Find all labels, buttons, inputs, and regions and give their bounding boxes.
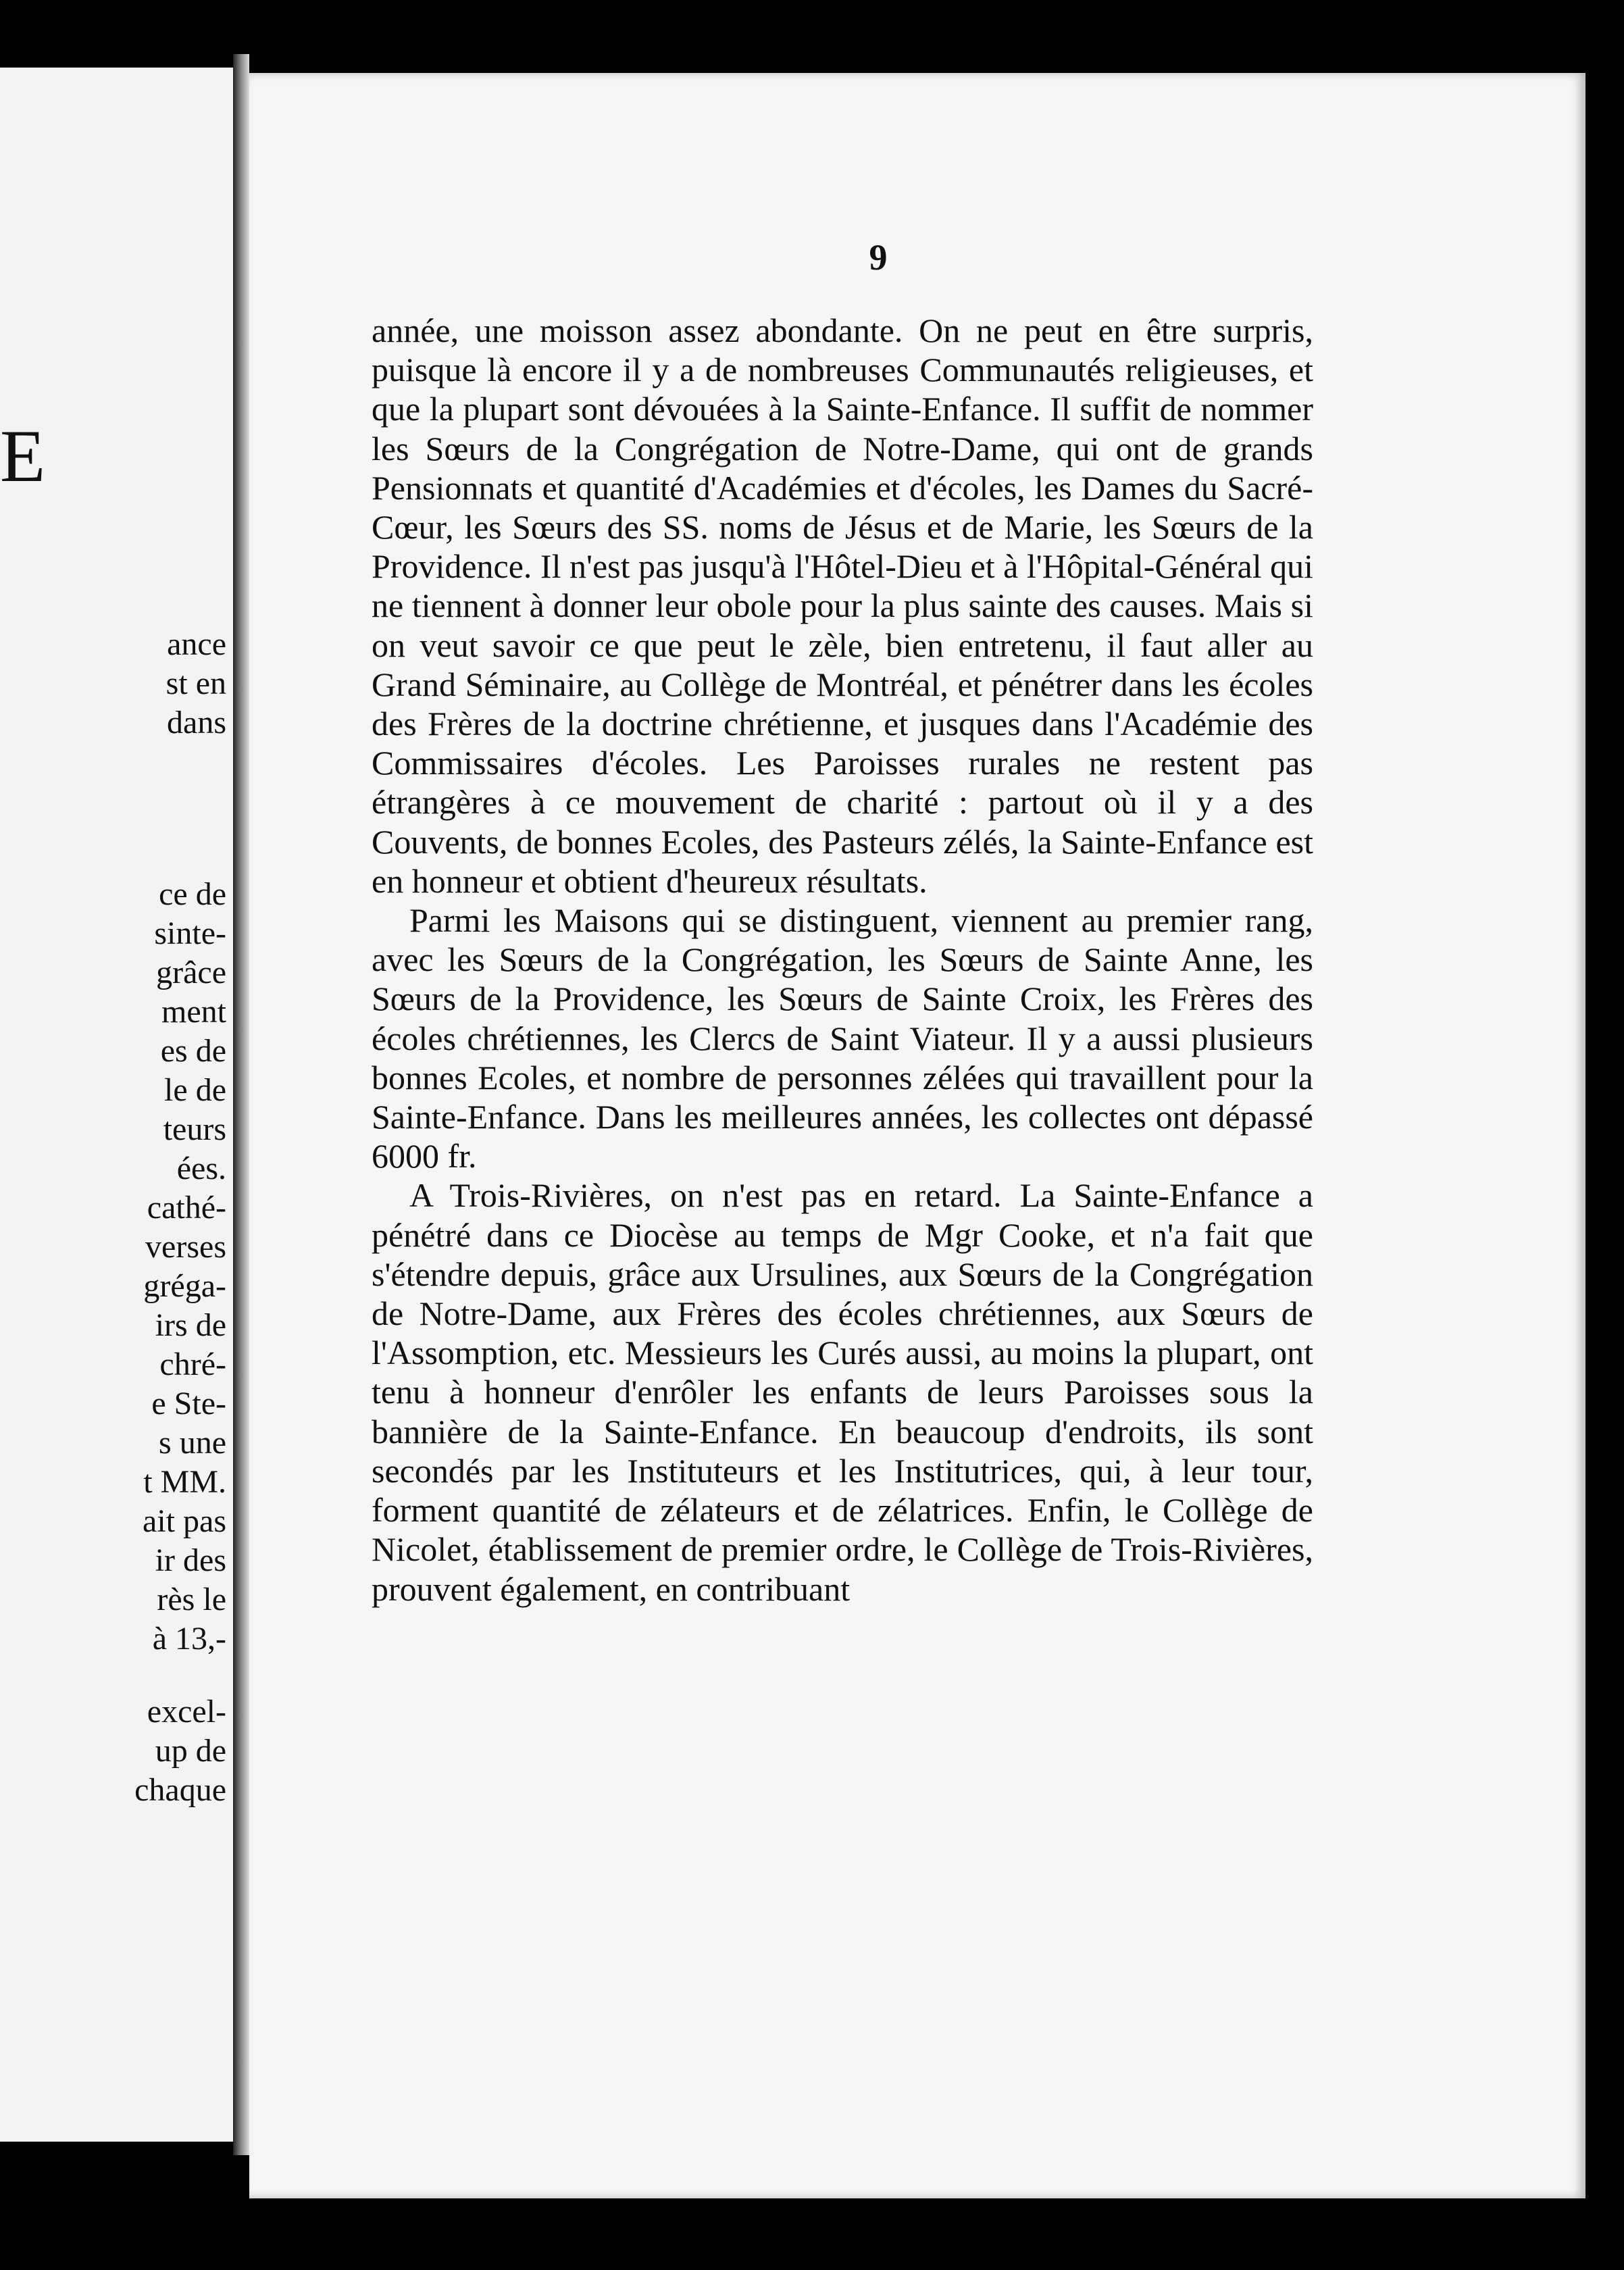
left-page-line: sinte- bbox=[154, 915, 226, 951]
left-page-line: verses bbox=[145, 1229, 226, 1265]
left-page-line: excel- bbox=[147, 1694, 226, 1730]
left-page-line: teurs bbox=[163, 1111, 226, 1147]
paragraph-1: année, une moisson assez abondante. On ne peut en être surpris, puisque là encore il y a de nombreuses Communautés religieuses, et que la plupart sont dévouées à la Sainte-Enfance. Il suffit de nommer les Sœurs de la Congrégation de Notre-Dame, qui ont de grands Pensionnats et quantité d'Académies et d'écoles, les Dames du Sacré-Cœur, les Sœurs des SS. noms de Jésus et de Marie, les Sœurs de la Providence. Il n'est pas jusqu'à l'Hôtel-Dieu et à l'Hôpital-Général qui ne tiennent à donner leur obole pour la plus sainte des causes. Mais si on veut savoir ce que peut le zèle, bien entretenu, il faut aller au Grand Séminaire, au Collège de Montréal, et pénétrer dans les écoles des Frères de la doctrine chrétienne, et jusques dans l'Académie des Commissaires d'écoles. Les Paroisses rurales ne restent pas étrangères à ce mouvement de charité : partout où il y a des Couvents, de bonnes Ecoles, des Pasteurs zélés, la Sainte-Enfance est en honneur et obtient d'heureux résultats. bbox=[372, 311, 1313, 900]
left-page-line: grâce bbox=[156, 955, 226, 990]
left-page-line: st en bbox=[166, 665, 226, 701]
left-page-big-letter: E bbox=[0, 415, 46, 497]
book-gutter bbox=[233, 54, 249, 2155]
left-page-line: ance bbox=[167, 626, 226, 662]
left-page-line: ées. bbox=[176, 1151, 226, 1186]
left-page-line: ce de bbox=[159, 876, 226, 912]
left-page bbox=[0, 68, 233, 2142]
left-page-line: ment bbox=[161, 994, 226, 1030]
left-page-line: grégа- bbox=[143, 1268, 226, 1304]
page-number: 9 bbox=[869, 237, 888, 278]
left-page-line: ir des bbox=[155, 1542, 226, 1578]
left-page-line: rès le bbox=[157, 1582, 226, 1617]
paragraph-3: A Trois-Rivières, on n'est pas en retard. La Sainte-Enfance a pénétré dans ce Diocèse au temps de Mgr Cooke, et n'a fait que s'étendre depuis, grâce aux Ursulines, aux Sœurs de la Congrégation de Notre-Dame, aux Frères des écoles chrétiennes, aux Sœurs de l'Assomption, etc. Messieurs les Curés aussi, au moins la plupart, ont tenu à honneur d'enrôler les enfants de leurs Paroisses sous la bannière de la Sainte-Enfance. En beaucoup d'endroits, ils sont secondés par les Instituteurs et les Institutrices, qui, à leur tour, forment quantité de zélateurs et de zélatrices. Enfin, le Collège de Nicolet, établissement de premier ordre, le Collège de Trois-Rivières, prouvent également, en contribuant bbox=[372, 1176, 1313, 1608]
left-page-line: chaque bbox=[134, 1772, 226, 1808]
left-page-line: irs de bbox=[155, 1307, 226, 1343]
left-page-line: le de bbox=[164, 1072, 226, 1108]
paragraph-2: Parmi les Maisons qui se distinguent, viennent au premier rang, avec les Sœurs de la Congrégation, les Sœurs de Sainte Anne, les Sœurs de la Providence, les Sœurs de Sainte Croix, les Frères des écoles chrétiennes, les Clercs de Saint Viateur. Il y a aussi plusieurs bonnes Ecoles, et nombre de personnes zélées qui travaillent pour la Sainte-Enfance. Dans les meilleures années, les collectes ont dépassé 6000 fr. bbox=[372, 901, 1313, 1176]
left-page-line: cathé- bbox=[147, 1190, 226, 1226]
left-page-line: e Ste- bbox=[151, 1386, 226, 1421]
left-page-line: t MM. bbox=[143, 1464, 226, 1500]
left-page-line: s une bbox=[159, 1425, 226, 1461]
left-page-line: à 13,- bbox=[152, 1621, 226, 1657]
page-text bbox=[372, 311, 1313, 1609]
left-page-line: up de bbox=[155, 1733, 226, 1769]
left-page-line: es de bbox=[160, 1033, 226, 1069]
left-page-line: dans bbox=[167, 705, 226, 740]
left-page-line: chré- bbox=[159, 1346, 226, 1382]
left-page-line: ait pas bbox=[143, 1503, 226, 1539]
